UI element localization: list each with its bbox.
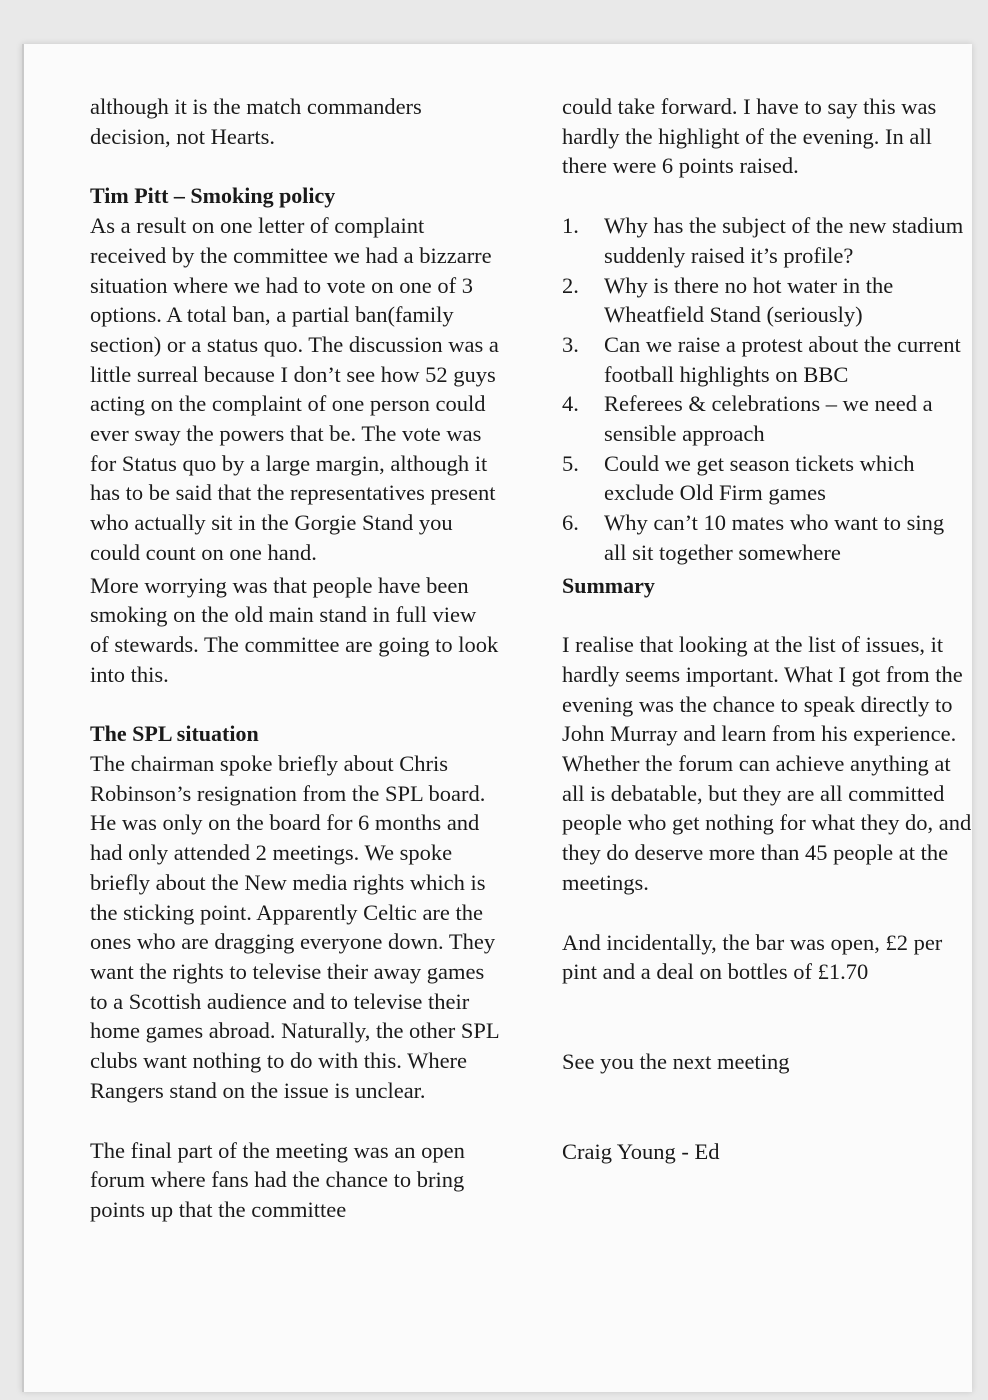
list-item [562, 211, 972, 270]
list-item [562, 508, 972, 567]
author-signature: Craig Young - Ed [562, 1138, 720, 1164]
point-text: Referees & celebrations – we need a sensible approach [604, 391, 933, 447]
point-text: Why is there no hot water in the Wheatfield Stand (seriously) [604, 272, 894, 328]
summary-heading: Summary [562, 572, 655, 598]
forum-paragraph: The final part of the meeting was an open forum where fans had the chance to bring points up that the committee [90, 1137, 465, 1222]
point-number: 1. [562, 213, 579, 239]
list-item [562, 271, 972, 330]
point-number: 4. [562, 391, 579, 417]
list-item [562, 389, 972, 448]
list-item [562, 330, 972, 389]
spl-paragraph: The chairman spoke briefly about Chris Robinson’s resignation from the SPL board. He was only on the board for 6 months and had only attended 2 meetings. We spoke briefly about the New media rights which is the sticking point. Apparently Celtic are the ones who are dragging everyone down. They want the rights to televise their away games to a Scottish audience and to televise their home games abroad. Naturally, the other SPL clubs want nothing to do with this. Where Rangers stand on the issue is unclear. [90, 751, 499, 1103]
point-number: 2. [562, 272, 579, 298]
summary-paragraph-2: And incidentally, the bar was open, £2 per pint and a deal on bottles of £1.70 [562, 929, 943, 985]
left-column [90, 92, 500, 1225]
forum-continuation: could take forward. I have to say this was hardly the highlight of the evening. In all there were 6 points raised. [562, 94, 937, 179]
list-item [562, 449, 972, 508]
point-number: 6. [562, 510, 579, 536]
right-column [562, 92, 972, 1166]
newsletter-page [22, 44, 972, 1392]
summary-paragraph-1: I realise that looking at the list of issues, it hardly seems important. What I got from the evening was the chance to speak directly to John Murray and learn from his experience. Whether the forum can achieve anything at all is debatable, but they are all committed people who get nothing for what they do, and they do deserve more than 45 people at the meetings. [562, 632, 972, 895]
spl-situation-heading: The SPL situation [90, 721, 259, 747]
smoking-paragraph-1: As a result on one letter of complaint received by the committee we had a bizzarre situation where we had to vote on one of 3 options. A total ban, a partial ban(family section) or a status quo. The discussion was a little surreal because I don’t see how 52 guys acting on the complaint of one person could ever sway the powers that be. The vote was for Status quo by a large margin, although it has to be said that the representatives present who actually sit in the Gorgie Stand you could count on one hand. [90, 213, 499, 565]
intro-paragraph: although it is the match commanders decision, not Hearts. [90, 94, 422, 149]
point-text: Can we raise a protest about the current football highlights on BBC [604, 331, 961, 387]
point-number: 5. [562, 450, 579, 476]
point-text: Could we get season tickets which exclude Old Firm games [604, 450, 915, 506]
smoking-policy-heading: Tim Pitt – Smoking policy [90, 183, 336, 209]
sign-off: See you the next meeting [562, 1048, 790, 1074]
smoking-paragraph-2: More worrying was that people have been smoking on the old main stand in full view of stewards. The committee are going to look into this. [90, 572, 499, 687]
points-list [562, 211, 972, 567]
point-text: Why has the subject of the new stadium suddenly raised it’s profile? [604, 213, 964, 268]
point-text: Why can’t 10 mates who want to sing all sit together somewhere [604, 510, 945, 565]
point-number: 3. [562, 331, 579, 357]
